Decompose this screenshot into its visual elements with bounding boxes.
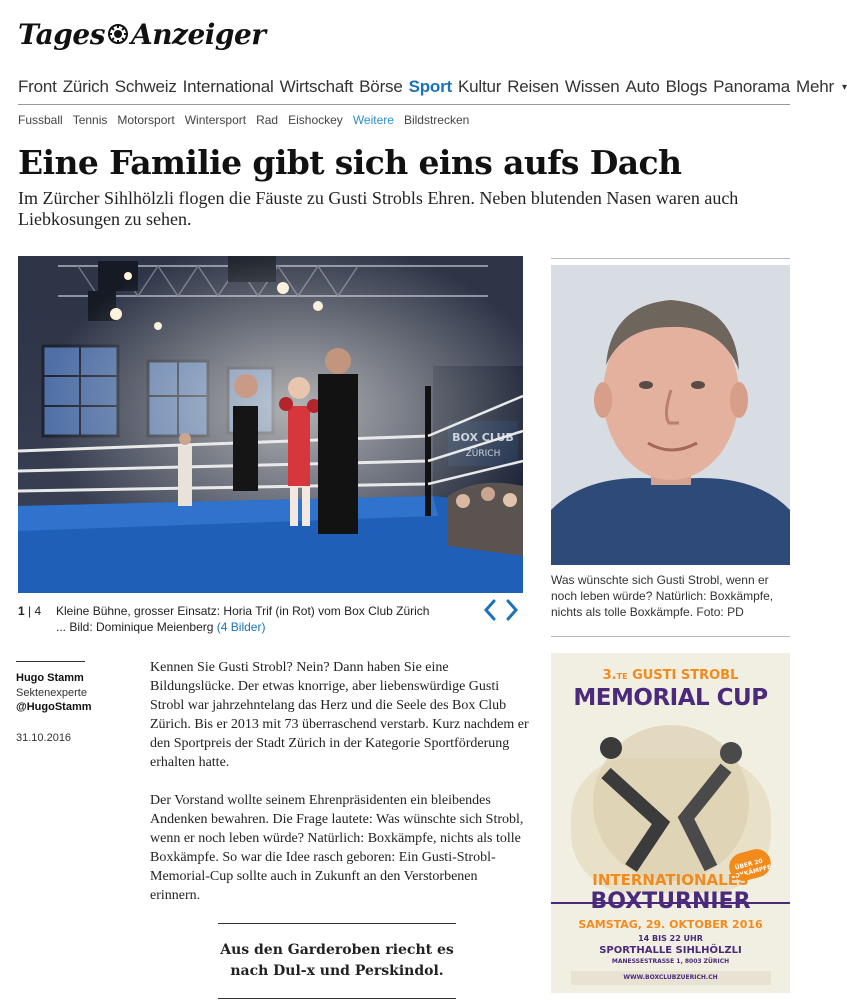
nav-blogs[interactable]: Blogs [665, 77, 708, 96]
photo-counter-separator: | [24, 604, 35, 618]
author-name[interactable]: Hugo Stamm [16, 672, 84, 684]
main-nav [18, 74, 847, 100]
poster-edition-suffix: TE [616, 672, 628, 681]
author-twitter-handle[interactable]: @HugoStamm [16, 701, 92, 713]
nav-reisen[interactable]: Reisen [507, 77, 559, 96]
pull-quote: Aus den Garderoben riecht es nach Dul-x und Perskindol. [220, 942, 454, 979]
subnav-weitere[interactable]: Weitere [352, 113, 394, 127]
poster-website: WWW.BOXCLUBZUERICH.CH [623, 974, 718, 981]
poster-venue-line [551, 945, 790, 956]
nav-schweiz[interactable]: Schweiz [114, 77, 177, 96]
subnav-motorsport[interactable]: Motorsport [117, 113, 175, 127]
poster-venue-prefix: SPORTHALLE [599, 945, 673, 956]
nav-kultur[interactable]: Kultur [457, 77, 502, 96]
sub-nav [18, 111, 479, 129]
paragraph-1: Kennen Sie Gusti Strobl? Nein? Dann haben Sie eine Bildungslücke. Der etwas knorrige, aber liebenswürdige Gusti Strobl war jahrzehntelang das Herz und die Seele des Box Club Zürich. Bis er 2013 mit 73 überraschend verstarb. Kurz nachdem er den Sportpreis der Stadt Zürich in der Kategorie Sportförderung erhalten hatte. [150, 660, 529, 770]
nav-international[interactable]: International [182, 77, 274, 96]
logo-emblem-icon [107, 23, 129, 45]
subnav-bildstrecken[interactable]: Bildstrecken [403, 113, 470, 127]
nav-panorama[interactable]: Panorama [713, 77, 791, 96]
chevron-left-icon[interactable] [481, 598, 499, 622]
photo-counter [18, 604, 41, 618]
poster-subtitle: INTERNATIONALES [592, 871, 749, 889]
nav-mehr[interactable]: Mehr [796, 77, 834, 96]
poster-title: MEMORIAL CUP [573, 685, 768, 711]
article-date: 31.10.2016 [16, 732, 72, 744]
caret-down-icon[interactable]: ▾ [841, 81, 847, 93]
article-body [150, 658, 530, 924]
poster-venue: SIHLHÖLZLI [675, 945, 742, 956]
poster-boxturnier: BOXTURNIER [590, 889, 751, 914]
photo-counter-current: 1 [18, 604, 25, 618]
nav-wissen[interactable]: Wissen [564, 77, 620, 96]
poster-edition: 3. [602, 668, 617, 683]
paragraph-2: Der Vorstand wollte seinem Ehrenpräsidenten ein bleibendes Andenken bewahren. Die Frage lautete: Was wünschte sich Strobl, wenn er noch leben würde? Natürlich: Boxkämpfe, nichts als tolle Boxkämpfe. So war die Idee rasch geboren: Ein Gusti-Strobl-Memorial-Cup sollte auch in Zukunft an den Verstorbenen erinnern. [150, 793, 524, 903]
event-poster[interactable] [551, 653, 790, 993]
site-logo[interactable] [18, 14, 266, 54]
nav-wirtschaft[interactable]: Wirtschaft [279, 77, 354, 96]
author-divider [16, 661, 85, 662]
article-title: Eine Familie gibt sich eins aufs Dach [18, 143, 682, 182]
poster-address: MANESSESTRASSE 1, 8003 ZÜRICH [611, 958, 730, 965]
nav-sport[interactable]: Sport [408, 77, 452, 96]
portrait-caption: Was wünschte sich Gusti Strobl, wenn er noch leben würde? Natürlich: Boxkämpfe, nichts als tolle Boxkämpfe. Foto: PD [551, 573, 774, 619]
nav-zuerich[interactable]: Zürich [62, 77, 109, 96]
poster-date: SAMSTAG, 29. OKTOBER 2016 [578, 918, 763, 931]
nav-auto[interactable]: Auto [625, 77, 660, 96]
photo-caption [56, 603, 436, 635]
poster-edition-line [551, 668, 790, 683]
sidebar-divider-top [551, 258, 790, 259]
chevron-right-icon[interactable] [503, 598, 521, 622]
nav-divider [18, 104, 790, 105]
subnav-fussball[interactable]: Fussball [18, 113, 63, 127]
subnav-wintersport[interactable]: Wintersport [184, 113, 247, 127]
subnav-eishockey[interactable]: Eishockey [288, 113, 343, 127]
logo-word-tages: Tages [18, 17, 105, 51]
portrait-illustration [551, 265, 790, 565]
sidebar-divider-mid [551, 636, 790, 637]
poster-badge: ÜBER 20 BOXKÄMPFE [729, 857, 773, 882]
nav-boerse[interactable]: Börse [359, 77, 403, 96]
photo-caption-text: Kleine Bühne, grosser Einsatz: Horia Trif (in Rot) vom Box Club Zürich ... Bild: Dominique Meienberg [56, 604, 430, 634]
poster-name: GUSTI STROBL [632, 668, 739, 683]
nav-front[interactable]: Front [18, 77, 57, 96]
logo-word-anzeiger: Anzeiger [130, 17, 266, 51]
subnav-tennis[interactable]: Tennis [72, 113, 108, 127]
quote-divider-top [218, 923, 456, 924]
main-photo[interactable] [18, 256, 523, 593]
quote-divider-bottom [218, 998, 456, 999]
subnav-rad[interactable]: Rad [256, 113, 279, 127]
boxing-ring-illustration [18, 256, 523, 593]
poster-time: 14 BIS 22 UHR [638, 934, 703, 943]
gallery-link[interactable]: (4 Bilder) [216, 620, 266, 634]
photo-counter-total: 4 [34, 604, 42, 618]
author-role: Sektenexperte [16, 687, 87, 699]
portrait-photo[interactable] [551, 265, 790, 565]
article-lead: Im Zürcher Sihlhölzli flogen die Fäuste zu Gusti Strobls Ehren. Neben blutenden Nasen waren auch Liebkosungen zu sehen. [18, 188, 739, 229]
